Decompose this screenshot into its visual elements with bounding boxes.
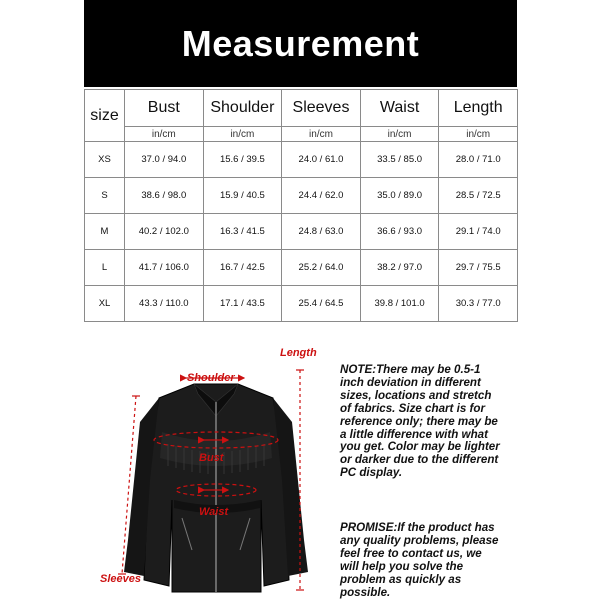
shoulder-cell: 16.3 / 41.5 xyxy=(203,214,282,250)
length-cell: 29.7 / 75.5 xyxy=(439,250,518,286)
table-row xyxy=(85,142,518,178)
shoulder-cell: 15.9 / 40.5 xyxy=(203,178,282,214)
column-header-bust: Bust xyxy=(125,90,204,127)
sleeves-cell: 24.8 / 63.0 xyxy=(282,214,361,250)
size-cell: S xyxy=(85,178,125,214)
length-cell: 28.0 / 71.0 xyxy=(439,142,518,178)
column-header-length: Length xyxy=(439,90,518,127)
waist-cell: 39.8 / 101.0 xyxy=(360,286,439,322)
waist-label: Waist xyxy=(199,506,229,518)
length-cell: 28.5 / 72.5 xyxy=(439,178,518,214)
waist-cell: 33.5 / 85.0 xyxy=(360,142,439,178)
size-chart-table xyxy=(84,89,518,322)
page-title: Measurement xyxy=(181,22,420,64)
unit-label: in/cm xyxy=(439,127,518,142)
unit-label: in/cm xyxy=(282,127,361,142)
waist-cell: 36.6 / 93.0 xyxy=(360,214,439,250)
sleeves-cell: 25.4 / 64.5 xyxy=(282,286,361,322)
waist-cell: 38.2 / 97.0 xyxy=(360,250,439,286)
size-cell: XL xyxy=(85,286,125,322)
bust-cell: 43.3 / 110.0 xyxy=(125,286,204,322)
table-row xyxy=(85,286,518,322)
sleeves-cell: 24.4 / 62.0 xyxy=(282,178,361,214)
shoulder-cell: 17.1 / 43.5 xyxy=(203,286,282,322)
unit-label: in/cm xyxy=(203,127,282,142)
sleeves-label: Sleeves xyxy=(100,573,141,585)
size-cell: XS xyxy=(85,142,125,178)
length-label: Length xyxy=(280,347,317,359)
shoulder-cell: 15.6 / 39.5 xyxy=(203,142,282,178)
bust-cell: 40.2 / 102.0 xyxy=(125,214,204,250)
table-header-row xyxy=(85,90,518,127)
shoulder-label: Shoulder xyxy=(187,372,235,384)
table-row xyxy=(85,250,518,286)
bust-cell: 37.0 / 94.0 xyxy=(125,142,204,178)
length-cell: 29.1 / 74.0 xyxy=(439,214,518,250)
size-column-header: size xyxy=(85,90,125,142)
column-header-sleeves: Sleeves xyxy=(282,90,361,127)
length-cell: 30.3 / 77.0 xyxy=(439,286,518,322)
jacket-illustration xyxy=(124,384,308,592)
note-text: NOTE:There may be 0.5-1 inch deviation in different sizes, locations and stretch of fabrics. Size chart is for reference only; there may be a little difference with what you get. Color may be lighter or darker due to the different PC display. xyxy=(340,363,500,480)
promise-text: PROMISE:If the product has any quality problems, please feel free to contact us, we will help you solve the problem as quickly as possible. xyxy=(340,521,499,599)
waist-cell: 35.0 / 89.0 xyxy=(360,178,439,214)
sleeves-cell: 25.2 / 64.0 xyxy=(282,250,361,286)
sleeves-cell: 24.0 / 61.0 xyxy=(282,142,361,178)
table-row xyxy=(85,178,518,214)
unit-label: in/cm xyxy=(125,127,204,142)
column-header-shoulder: Shoulder xyxy=(203,90,282,127)
bust-cell: 38.6 / 98.0 xyxy=(125,178,204,214)
table-row xyxy=(85,214,518,250)
shoulder-cell: 16.7 / 42.5 xyxy=(203,250,282,286)
size-cell: L xyxy=(85,250,125,286)
units-row xyxy=(85,127,518,142)
size-cell: M xyxy=(85,214,125,250)
bust-label: Bust xyxy=(199,452,224,464)
header-banner xyxy=(84,0,517,87)
bust-cell: 41.7 / 106.0 xyxy=(125,250,204,286)
column-header-waist: Waist xyxy=(360,90,439,127)
unit-label: in/cm xyxy=(360,127,439,142)
